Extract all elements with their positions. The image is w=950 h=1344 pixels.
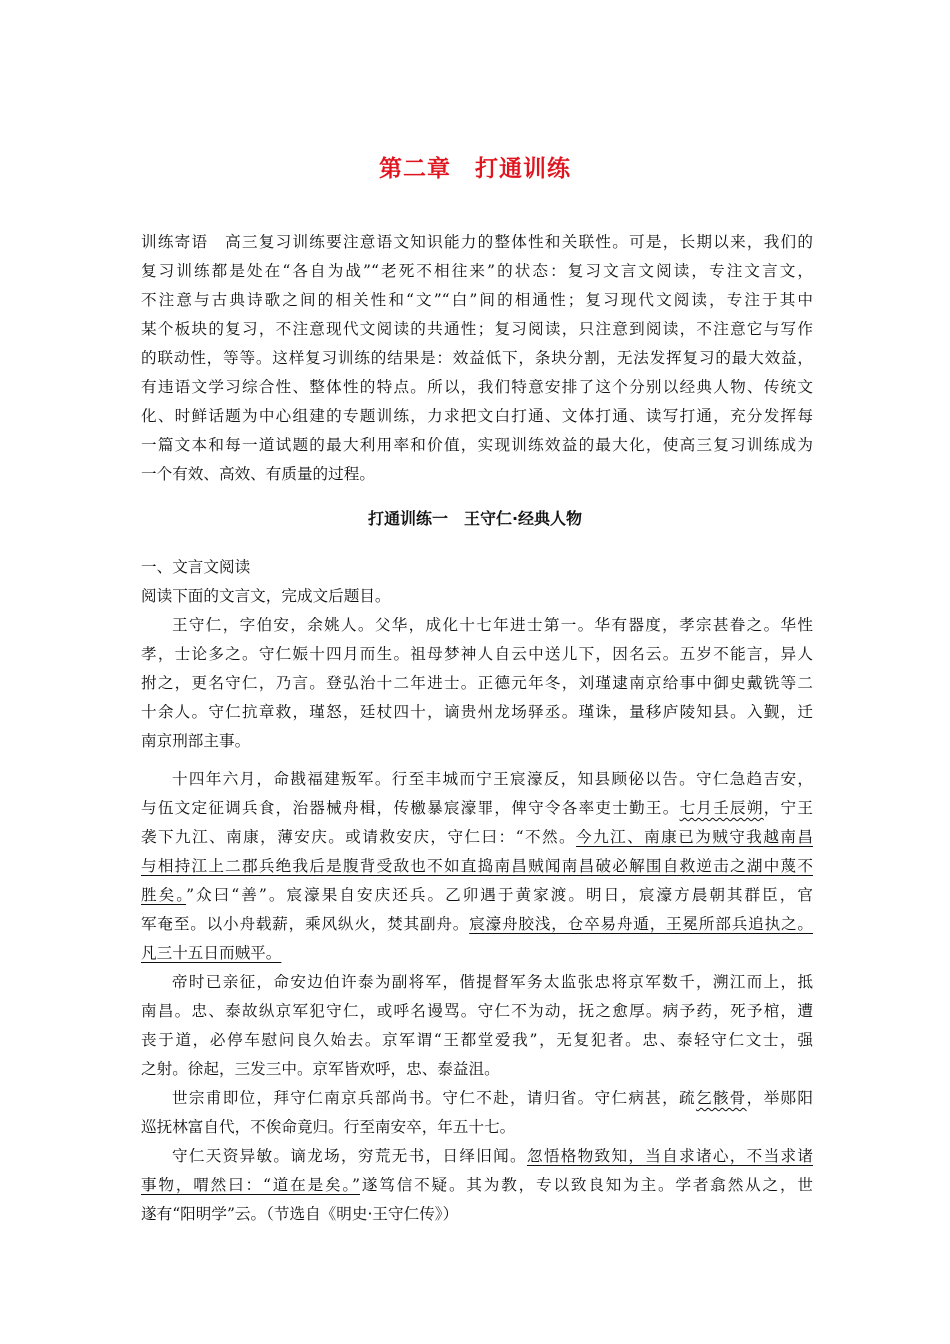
passage-line: 帝时已亲征，命安边伯许泰为副将军，偕提督军务太监张忠将京军数千，溯江而上，抵 — [172, 973, 813, 991]
passage-line — [141, 1084, 813, 1113]
passage-line: 之射。徐起，三发三中。京军皆欢呼，忠、泰益沮。 — [141, 1060, 500, 1078]
passage-line — [141, 823, 813, 852]
text-span: 遂笃信不疑。其为教，专以致良知为主。学者翕然从之，世 — [360, 1176, 813, 1194]
wavy-underlined-text: 乞骸骨 — [695, 1089, 747, 1107]
reading-passage — [141, 553, 813, 1229]
text-span: 世宗甫即位，拜守仁南京兵部尚书。守仁不赴，请归省。守仁病甚，疏 — [172, 1089, 696, 1107]
intro-paragraph — [141, 228, 813, 489]
passage-line: 南京刑部主事。 — [141, 732, 251, 750]
underlined-text: 与相持江上二郡兵绝我后是腹背受敌也不如直捣南昌贼闻南昌破必解围自救逆击之湖中蔑不 — [141, 857, 813, 875]
passage-line: 孝，士论多之。守仁娠十四月而生。祖母梦神人自云中送儿下，因名云。五岁不能言，异人 — [141, 645, 813, 663]
section-title: 打通训练一 王守仁·经典人物 — [367, 509, 583, 528]
underlined-text: 事物，喟然曰：“道在是矣。” — [141, 1176, 361, 1194]
underlined-text: 宸濠舟胶浅，仓卒易舟遁，王冕所部兵追执之。 — [469, 915, 813, 933]
intro-line: 不注意与古典诗歌之间的相关性和“文”“白”间的相通性；复习现代文阅读，专注于其中 — [141, 291, 813, 309]
passage-line — [141, 1171, 813, 1200]
intro-line: 的联动性，等等。这样复习训练的结果是：效益低下，条块分割，无法发挥复习的最大效益， — [141, 349, 813, 367]
underlined-text: 忽悟格物致知，当自求诸心，不当求诸 — [526, 1147, 813, 1165]
intro-line: 复习训练都是处在“各自为战”“老死不相往来”的状态：复习文言文阅读，专注文言文， — [141, 262, 813, 280]
passage-line: 十四年六月，命戡福建叛军。行至丰城而宁王宸濠反，知县顾佖以告。守仁急趋吉安， — [172, 770, 813, 788]
intro-line: 一篇文本和每一道试题的最大利用率和价值，实现训练效益的最大化，使高三复习训练成为 — [141, 436, 813, 454]
passage-line — [141, 910, 813, 939]
passage-line: 巡抚林富自代，不俟命竟归。行至南安卒，年五十七。 — [141, 1118, 516, 1136]
underlined-text: 胜矣。 — [141, 886, 187, 904]
intro-line: 训练寄语 高三复习训练要注意语文知识能力的整体性和关联性。可是，长期以来，我们的 — [141, 233, 813, 251]
text-span: ，宁王 — [763, 799, 813, 817]
underlined-text: 今九江、南康已为贼守我越南昌 — [576, 828, 813, 846]
passage-line: 丧于道，必停车慰问良久始去。京军谓“王都堂爱我”，无复犯者。忠、泰轻守仁文士，强 — [141, 1031, 813, 1049]
part-heading: 一、文言文阅读 — [141, 558, 251, 576]
text-span: 与伍文定征调兵食，治器械舟楫，传檄暴宸濠罪，俾守令各率吏士勤王。 — [141, 799, 680, 817]
passage-line: 王守仁，字伯安，余姚人。父华，成化十七年进士第一。华有器度，孝宗甚眷之。华性 — [172, 616, 813, 634]
text-span: ”众曰“善”。宸濠果自安庆还兵。乙卯遇于黄家渡。明日，宸濠方晨朝其群臣，官 — [186, 886, 814, 904]
passage-line — [141, 1142, 813, 1171]
underlined-text: 凡三十五日而贼平。 — [141, 944, 282, 962]
text-span: 军奄至。以小舟载薪，乘风纵火，焚其副舟。 — [141, 915, 470, 933]
chapter-title: 第二章 打通训练 — [379, 156, 571, 182]
passage-line — [141, 852, 813, 881]
intro-line: 化、时鲜话题为中心组建的专题训练，力求把文白打通、文体打通、读写打通，充分发挥每 — [141, 407, 813, 425]
passage-line — [141, 881, 813, 910]
intro-line: 一个有效、高效、有质量的过程。 — [141, 465, 375, 483]
text-span: 袭下九江、南康，薄安庆。或请救安庆，守仁曰：“不然。 — [141, 828, 577, 846]
wavy-underlined-text: 七月壬辰朔 — [679, 799, 764, 817]
passage-line: 拊之，更名守仁，乃言。登弘治十二年进士。正德元年冬，刘瑾逮南京给事中御史戴铣等二 — [141, 674, 813, 692]
passage-line: 遂有“阳明学”云。（节选自《明史·王守仁传》） — [141, 1205, 459, 1223]
intro-line: 某个板块的复习，不注意现代文阅读的共通性；复习阅读，只注意到阅读，不注意它与写作 — [141, 320, 813, 338]
text-span: 守仁天资异敏。谪龙场，穷荒无书，日绎旧闻。 — [172, 1147, 527, 1165]
text-span: ，举郧阳 — [746, 1089, 813, 1107]
instruction: 阅读下面的文言文，完成文后题目。 — [141, 587, 391, 605]
passage-line: 十余人。守仁抗章救，瑾怒，廷杖四十，谪贵州龙场驿丞。瑾诛，量移庐陵知县。入觐，迁 — [141, 703, 813, 721]
passage-line — [141, 939, 813, 968]
intro-line: 有违语文学习综合性、整体性的特点。所以，我们特意安排了这个分别以经典人物、传统文 — [141, 378, 813, 396]
passage-line — [141, 794, 813, 823]
passage-line: 南昌。忠、泰故纵京军犯守仁，或呼名谩骂。守仁不为动，抚之愈厚。病予药，死予棺，遭 — [141, 1002, 813, 1020]
